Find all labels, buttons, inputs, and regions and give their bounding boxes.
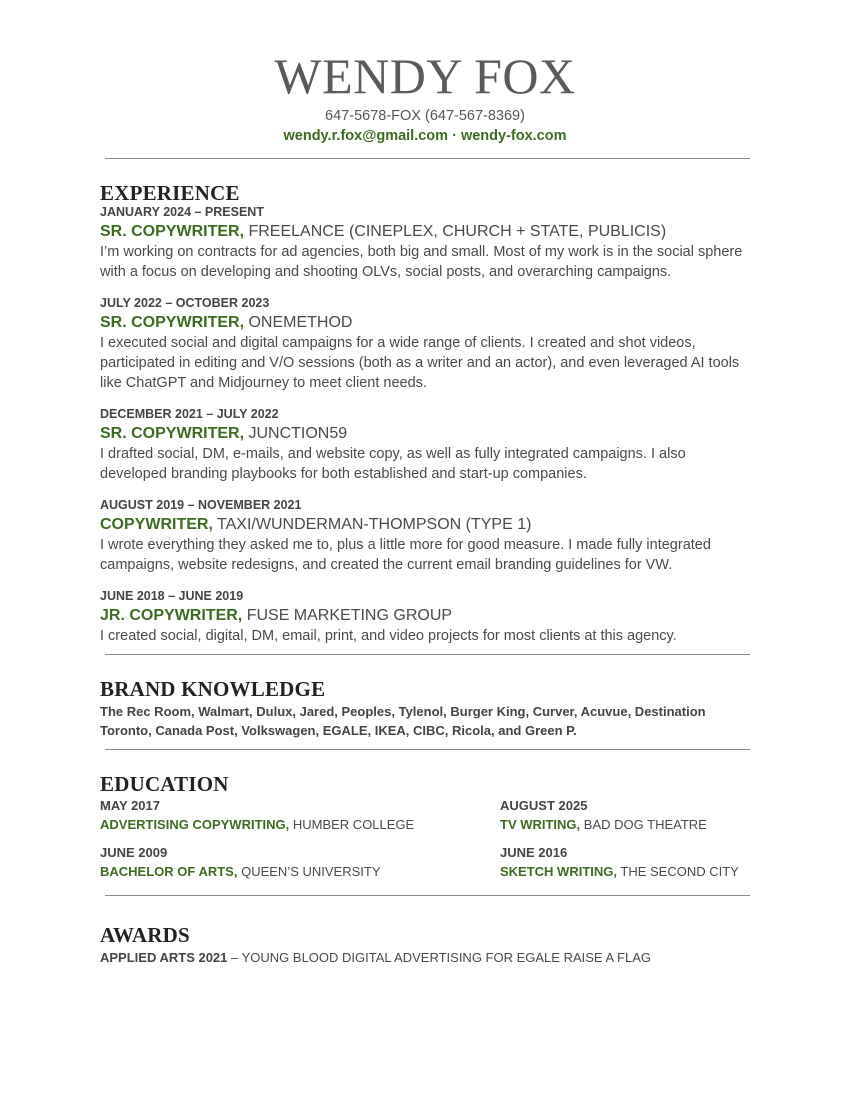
education-date: MAY 2017 (100, 798, 160, 813)
job-entry (100, 406, 750, 484)
education-date: JUNE 2016 (500, 845, 568, 860)
awards-section (100, 924, 750, 967)
divider (105, 654, 750, 655)
job-title: JR. COPYWRITER, (100, 607, 243, 624)
education-line (100, 862, 500, 881)
job-dates: DECEMBER 2021 – JULY 2022 (100, 407, 279, 421)
education-grid (100, 797, 750, 881)
education-line (500, 815, 750, 834)
education-degree: BACHELOR OF ARTS, (100, 864, 238, 879)
education-date: AUGUST 2025 (500, 798, 588, 813)
education-entry (500, 797, 750, 834)
job-title: COPYWRITER, (100, 516, 213, 533)
job-role (100, 221, 750, 242)
education-entry (100, 844, 500, 881)
education-entry (500, 844, 750, 881)
contact-line (100, 126, 750, 146)
job-entry (100, 497, 750, 575)
job-entry (100, 588, 750, 646)
education-school: HUMBER COLLEGE (292, 817, 415, 832)
job-description: I drafted social, DM, e-mails, and website copy, as well as fully integrated campaigns. I also developed branding playbooks for both established and start-up companies. (100, 446, 686, 482)
education-section (100, 773, 750, 881)
job-role (100, 605, 750, 626)
brand-knowledge-section (100, 678, 750, 740)
section-heading: BRAND KNOWLEDGE (100, 677, 326, 701)
education-degree: ADVERTISING COPYWRITING, (100, 817, 290, 832)
job-description: I’m working on contracts for ad agencies, both big and small. Most of my work is in the social sphere with a focus on developing and shooting OLVs, social posts, and overarching campaigns. (100, 244, 743, 280)
website-link[interactable]: wendy-fox.com (460, 128, 567, 144)
job-description: I wrote everything they asked me to, plus a little more for good measure. I made fully integrated campaigns, website redesigns, and created the current email branding guidelines for VW. (100, 537, 711, 573)
education-line (100, 815, 500, 834)
job-company: ONEMETHOD (248, 314, 353, 331)
job-dates: JUNE 2018 – JUNE 2019 (100, 589, 244, 603)
job-company: TAXI/WUNDERMAN-THOMPSON (TYPE 1) (217, 516, 532, 533)
education-school: BAD DOG THEATRE (583, 817, 707, 832)
job-role (100, 423, 750, 444)
section-heading: EDUCATION (100, 772, 229, 796)
award-entry (100, 948, 750, 967)
job-title: SR. COPYWRITER, (100, 314, 245, 331)
job-company: FREELANCE (CINEPLEX, CHURCH + STATE, PUBLICIS) (248, 223, 667, 240)
award-detail: – YOUNG BLOOD DIGITAL ADVERTISING FOR EGALE RAISE A FLAG (227, 950, 651, 965)
job-company: JUNCTION59 (248, 425, 348, 442)
education-line (500, 862, 750, 881)
job-role (100, 514, 750, 535)
education-entry (100, 797, 500, 834)
section-heading: AWARDS (100, 923, 190, 947)
job-entry (100, 295, 750, 393)
job-title: SR. COPYWRITER, (100, 223, 245, 240)
education-degree: SKETCH WRITING, (500, 864, 617, 879)
job-dates: JULY 2022 – OCTOBER 2023 (100, 296, 270, 310)
job-title: SR. COPYWRITER, (100, 425, 245, 442)
divider (105, 749, 750, 750)
resume-page (100, 0, 750, 967)
contact-separator: · (448, 128, 461, 144)
education-degree: TV WRITING, (500, 817, 581, 832)
candidate-name: WENDY FOX (274, 48, 576, 104)
education-school: THE SECOND CITY (620, 864, 739, 879)
job-dates: JANUARY 2024 – PRESENT (100, 205, 264, 219)
job-dates: AUGUST 2019 – NOVEMBER 2021 (100, 498, 302, 512)
experience-section (100, 182, 750, 646)
brand-list: The Rec Room, Walmart, Dulux, Jared, Peoples, Tylenol, Burger King, Curver, Acuvue, Destination Toronto, Canada Post, Volkswagen, EGALE, IKEA, CIBC, Ricola, and Green P. (100, 704, 706, 738)
resume-header (100, 50, 750, 146)
award-name: APPLIED ARTS 2021 (100, 950, 228, 965)
phone-number: 647-5678-FOX (647-567-8369) (325, 108, 525, 124)
divider (105, 895, 750, 896)
job-role (100, 312, 750, 333)
section-heading: EXPERIENCE (100, 181, 240, 205)
education-date: JUNE 2009 (100, 845, 168, 860)
job-company: FUSE MARKETING GROUP (246, 607, 453, 624)
job-description: I executed social and digital campaigns for a wide range of clients. I created and shot videos, participated in editing and V/O sessions (both as a writer and an actor), and even leveraged AI tools like ChatGPT and Midjourney to meet client needs. (100, 335, 740, 391)
email-link[interactable]: wendy.r.fox@gmail.com (283, 128, 449, 144)
divider (105, 158, 750, 159)
job-entry (100, 204, 750, 282)
job-description: I created social, digital, DM, email, print, and video projects for most clients at this agency. (100, 628, 677, 644)
education-school: QUEEN’S UNIVERSITY (241, 864, 381, 879)
